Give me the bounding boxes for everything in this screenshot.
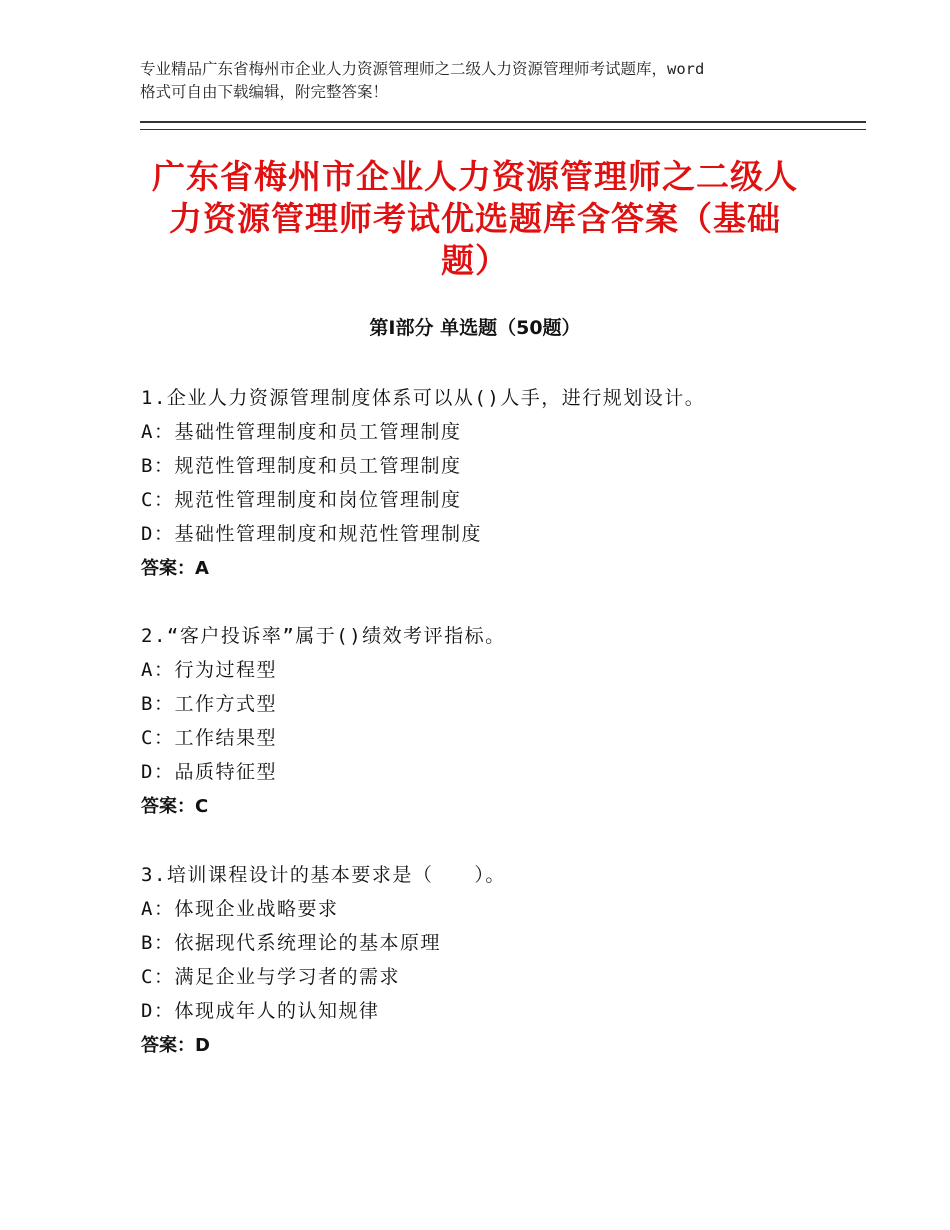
option-b: B：规范性管理制度和员工管理制度	[141, 455, 462, 477]
answer-label: 答案：A	[141, 558, 209, 579]
option-c: C：满足企业与学习者的需求	[141, 966, 400, 988]
option-d: D：体现成年人的认知规律	[141, 1000, 380, 1022]
option-d: D：品质特征型	[141, 761, 277, 783]
header-note	[140, 58, 830, 104]
question-stem: 2.“客户投诉率”属于()绩效考评指标。	[141, 625, 506, 647]
question-1	[141, 381, 861, 587]
section-heading: 第Ⅰ部分 单选题（50题）	[369, 317, 581, 339]
question-2	[141, 619, 861, 825]
title-line2: 力资源管理师考试优选题库含答案（基础	[169, 199, 781, 238]
option-a: A：基础性管理制度和员工管理制度	[141, 421, 462, 443]
answer-label: 答案：C	[141, 796, 209, 817]
option-c: C：工作结果型	[141, 727, 277, 749]
option-c: C：规范性管理制度和岗位管理制度	[141, 489, 462, 511]
title-line1: 广东省梅州市企业人力资源管理师之二级人	[152, 157, 798, 196]
header-divider	[140, 121, 866, 130]
option-b: B：工作方式型	[141, 693, 277, 715]
option-b: B：依据现代系统理论的基本原理	[141, 932, 441, 954]
header-note-line2: 格式可自由下载编辑，附完整答案！	[140, 83, 389, 101]
title-line3: 题）	[441, 241, 509, 280]
document-title	[140, 156, 810, 282]
option-a: A：体现企业战略要求	[141, 898, 339, 920]
question-stem: 3.培训课程设计的基本要求是（ ）。	[141, 864, 506, 886]
answer-label: 答案：D	[141, 1035, 210, 1056]
option-d: D：基础性管理制度和规范性管理制度	[141, 523, 482, 545]
question-3	[141, 858, 861, 1064]
option-a: A：行为过程型	[141, 659, 277, 681]
header-note-line1: 专业精品广东省梅州市企业人力资源管理师之二级人力资源管理师考试题库，word	[140, 60, 705, 78]
question-stem: 1.企业人力资源管理制度体系可以从()人手，进行规划设计。	[141, 387, 706, 409]
